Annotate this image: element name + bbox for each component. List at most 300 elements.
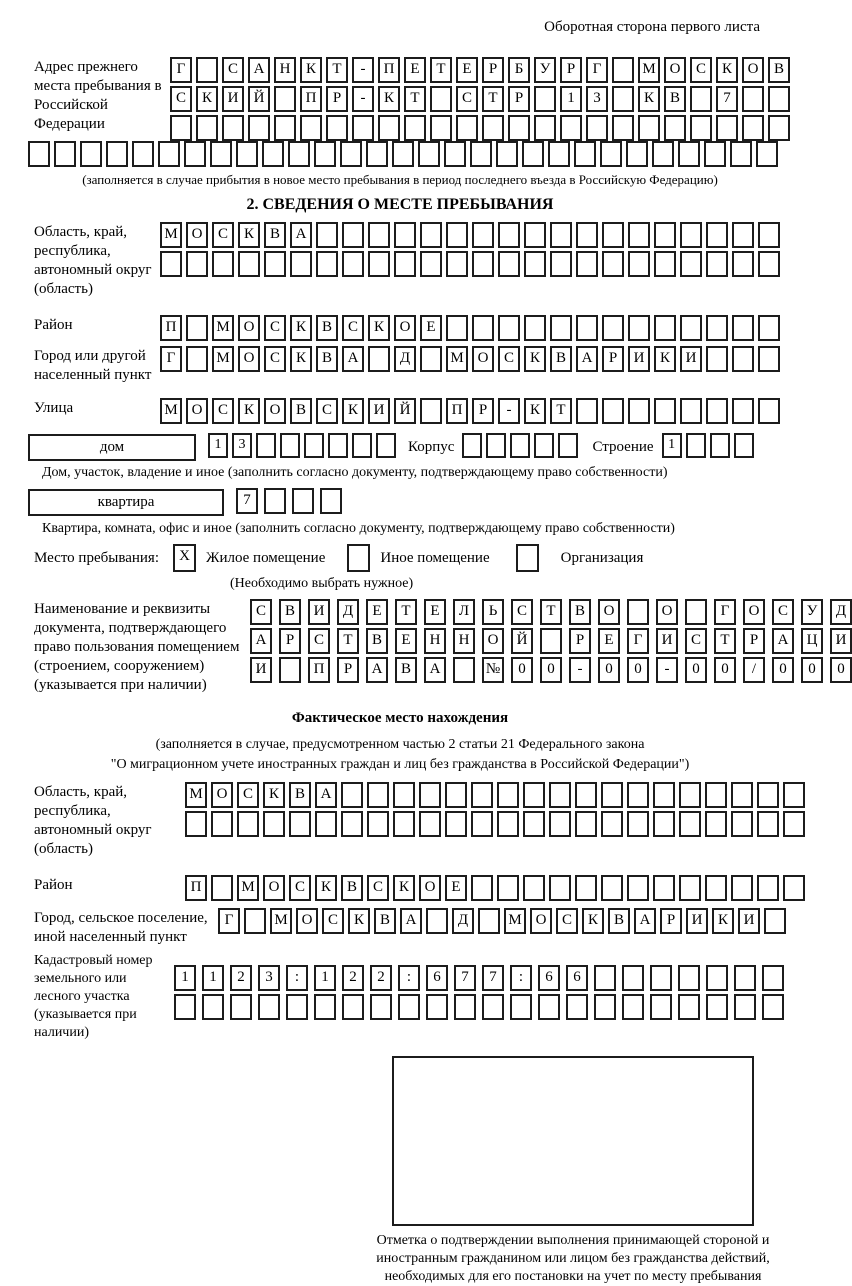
char-cell[interactable] <box>706 965 728 991</box>
char-cell[interactable]: Ь <box>482 599 504 625</box>
char-cell[interactable] <box>238 251 260 277</box>
char-cell[interactable]: Е <box>424 599 446 625</box>
char-cell[interactable]: Л <box>453 599 475 625</box>
char-cell[interactable] <box>732 346 754 372</box>
char-cell[interactable] <box>202 994 224 1020</box>
char-cell[interactable] <box>734 965 756 991</box>
char-cell[interactable]: Е <box>404 57 426 83</box>
char-cell[interactable] <box>54 141 76 167</box>
char-cell[interactable] <box>602 251 624 277</box>
char-cell[interactable] <box>524 251 546 277</box>
char-cell[interactable] <box>394 251 416 277</box>
char-cell[interactable]: В <box>316 346 338 372</box>
char-cell[interactable] <box>342 222 364 248</box>
char-cell[interactable]: К <box>716 57 738 83</box>
char-cell[interactable] <box>244 908 266 934</box>
char-cell[interactable]: О <box>482 628 504 654</box>
char-cell[interactable]: К <box>315 875 337 901</box>
char-cell[interactable] <box>626 141 648 167</box>
char-cell[interactable] <box>300 115 322 141</box>
char-cell[interactable]: Н <box>424 628 446 654</box>
char-cell[interactable] <box>576 251 598 277</box>
char-cell[interactable] <box>326 115 348 141</box>
char-cell[interactable] <box>186 346 208 372</box>
char-cell[interactable] <box>734 433 754 458</box>
char-cell[interactable] <box>420 398 442 424</box>
char-cell[interactable] <box>394 222 416 248</box>
char-cell[interactable] <box>185 811 207 837</box>
char-cell[interactable]: С <box>367 875 389 901</box>
char-cell[interactable]: Р <box>279 628 301 654</box>
char-cell[interactable]: К <box>582 908 604 934</box>
char-cell[interactable]: 0 <box>598 657 620 683</box>
char-cell[interactable] <box>576 222 598 248</box>
char-cell[interactable] <box>522 141 544 167</box>
char-cell[interactable]: С <box>772 599 794 625</box>
char-cell[interactable] <box>404 115 426 141</box>
char-cell[interactable] <box>550 315 572 341</box>
char-cell[interactable]: 0 <box>801 657 823 683</box>
char-cell[interactable]: 0 <box>714 657 736 683</box>
char-cell[interactable] <box>368 346 390 372</box>
char-cell[interactable]: - <box>352 57 374 83</box>
char-cell[interactable] <box>170 115 192 141</box>
char-cell[interactable]: М <box>638 57 660 83</box>
char-cell[interactable] <box>575 811 597 837</box>
char-cell[interactable]: С <box>212 222 234 248</box>
char-cell[interactable] <box>534 115 556 141</box>
char-cell[interactable] <box>650 994 672 1020</box>
char-cell[interactable] <box>601 811 623 837</box>
char-cell[interactable] <box>314 994 336 1020</box>
char-cell[interactable]: К <box>342 398 364 424</box>
char-cell[interactable] <box>368 222 390 248</box>
char-cell[interactable]: К <box>238 398 260 424</box>
char-cell[interactable] <box>498 251 520 277</box>
char-cell[interactable]: Т <box>326 57 348 83</box>
char-cell[interactable]: Е <box>445 875 467 901</box>
char-cell[interactable]: К <box>290 315 312 341</box>
char-cell[interactable]: Д <box>452 908 474 934</box>
char-cell[interactable]: 3 <box>232 433 252 458</box>
char-cell[interactable] <box>472 222 494 248</box>
char-cell[interactable] <box>731 811 753 837</box>
char-cell[interactable]: К <box>196 86 218 112</box>
char-cell[interactable] <box>256 433 276 458</box>
char-cell[interactable]: О <box>238 315 260 341</box>
char-cell[interactable]: Н <box>453 628 475 654</box>
char-cell[interactable] <box>680 315 702 341</box>
char-cell[interactable] <box>650 965 672 991</box>
char-cell[interactable] <box>419 782 441 808</box>
char-cell[interactable] <box>274 115 296 141</box>
char-cell[interactable]: А <box>315 782 337 808</box>
char-cell[interactable]: К <box>348 908 370 934</box>
char-cell[interactable]: С <box>690 57 712 83</box>
char-cell[interactable]: С <box>264 315 286 341</box>
char-cell[interactable] <box>550 251 572 277</box>
char-cell[interactable]: И <box>222 86 244 112</box>
char-cell[interactable]: К <box>263 782 285 808</box>
char-cell[interactable] <box>304 433 324 458</box>
char-cell[interactable]: А <box>634 908 656 934</box>
char-cell[interactable] <box>652 141 674 167</box>
char-cell[interactable] <box>600 141 622 167</box>
char-cell[interactable] <box>258 994 280 1020</box>
char-cell[interactable] <box>174 994 196 1020</box>
char-cell[interactable]: С <box>289 875 311 901</box>
char-cell[interactable]: С <box>498 346 520 372</box>
char-cell[interactable]: 2 <box>370 965 392 991</box>
char-cell[interactable]: Т <box>714 628 736 654</box>
char-cell[interactable] <box>263 811 285 837</box>
char-cell[interactable] <box>594 965 616 991</box>
char-cell[interactable]: В <box>608 908 630 934</box>
char-cell[interactable] <box>732 222 754 248</box>
char-cell[interactable] <box>558 433 578 458</box>
char-cell[interactable]: Р <box>602 346 624 372</box>
char-cell[interactable] <box>366 141 388 167</box>
char-cell[interactable] <box>628 222 650 248</box>
checkbox-cell[interactable] <box>347 544 370 572</box>
char-cell[interactable] <box>686 433 706 458</box>
char-cell[interactable] <box>106 141 128 167</box>
char-cell[interactable] <box>680 222 702 248</box>
char-cell[interactable] <box>524 222 546 248</box>
char-cell[interactable] <box>560 115 582 141</box>
char-cell[interactable] <box>732 315 754 341</box>
char-cell[interactable]: Г <box>218 908 240 934</box>
char-cell[interactable] <box>482 115 504 141</box>
char-cell[interactable] <box>678 994 700 1020</box>
char-cell[interactable]: И <box>250 657 272 683</box>
char-cell[interactable] <box>420 222 442 248</box>
char-cell[interactable]: П <box>185 875 207 901</box>
char-cell[interactable] <box>472 251 494 277</box>
char-cell[interactable] <box>418 141 440 167</box>
char-cell[interactable]: В <box>341 875 363 901</box>
char-cell[interactable] <box>419 811 441 837</box>
char-cell[interactable] <box>446 251 468 277</box>
char-cell[interactable] <box>540 628 562 654</box>
char-cell[interactable] <box>471 875 493 901</box>
char-cell[interactable]: М <box>504 908 526 934</box>
char-cell[interactable] <box>316 222 338 248</box>
char-cell[interactable] <box>758 346 780 372</box>
char-cell[interactable] <box>758 222 780 248</box>
char-cell[interactable]: М <box>237 875 259 901</box>
char-cell[interactable] <box>612 86 634 112</box>
char-cell[interactable] <box>222 115 244 141</box>
char-cell[interactable] <box>264 488 286 514</box>
stamp-box[interactable] <box>392 1056 754 1226</box>
char-cell[interactable] <box>654 315 676 341</box>
char-cell[interactable] <box>705 875 727 901</box>
char-cell[interactable]: 7 <box>454 965 476 991</box>
char-cell[interactable] <box>685 599 707 625</box>
char-cell[interactable]: В <box>264 222 286 248</box>
char-cell[interactable] <box>184 141 206 167</box>
char-cell[interactable]: В <box>316 315 338 341</box>
char-cell[interactable]: Р <box>743 628 765 654</box>
char-cell[interactable] <box>470 141 492 167</box>
char-cell[interactable]: Д <box>394 346 416 372</box>
char-cell[interactable]: М <box>212 315 234 341</box>
char-cell[interactable] <box>497 782 519 808</box>
char-cell[interactable]: 0 <box>627 657 649 683</box>
char-cell[interactable]: А <box>342 346 364 372</box>
char-cell[interactable]: А <box>424 657 446 683</box>
char-cell[interactable] <box>211 875 233 901</box>
char-cell[interactable]: 2 <box>230 965 252 991</box>
char-cell[interactable]: Е <box>598 628 620 654</box>
char-cell[interactable]: 0 <box>511 657 533 683</box>
char-cell[interactable]: Р <box>472 398 494 424</box>
char-cell[interactable] <box>654 251 676 277</box>
char-cell[interactable]: Е <box>420 315 442 341</box>
char-cell[interactable] <box>706 994 728 1020</box>
char-cell[interactable] <box>186 251 208 277</box>
char-cell[interactable]: П <box>378 57 400 83</box>
char-cell[interactable] <box>342 994 364 1020</box>
char-cell[interactable]: К <box>300 57 322 83</box>
char-cell[interactable]: М <box>270 908 292 934</box>
char-cell[interactable]: М <box>446 346 468 372</box>
char-cell[interactable]: И <box>656 628 678 654</box>
char-cell[interactable]: К <box>290 346 312 372</box>
char-cell[interactable]: И <box>686 908 708 934</box>
char-cell[interactable] <box>705 811 727 837</box>
char-cell[interactable]: Ц <box>801 628 823 654</box>
char-cell[interactable] <box>575 875 597 901</box>
char-cell[interactable]: С <box>511 599 533 625</box>
char-cell[interactable] <box>497 811 519 837</box>
char-cell[interactable] <box>160 251 182 277</box>
char-cell[interactable] <box>367 811 389 837</box>
char-cell[interactable]: О <box>598 599 620 625</box>
char-cell[interactable] <box>768 115 790 141</box>
char-cell[interactable]: В <box>279 599 301 625</box>
char-cell[interactable] <box>508 115 530 141</box>
char-cell[interactable] <box>496 141 518 167</box>
char-cell[interactable] <box>548 141 570 167</box>
char-cell[interactable] <box>566 994 588 1020</box>
char-cell[interactable]: Р <box>508 86 530 112</box>
char-cell[interactable] <box>602 398 624 424</box>
char-cell[interactable] <box>236 141 258 167</box>
char-cell[interactable]: Т <box>404 86 426 112</box>
char-cell[interactable] <box>211 811 233 837</box>
char-cell[interactable]: - <box>352 86 374 112</box>
char-cell[interactable] <box>314 141 336 167</box>
char-cell[interactable]: О <box>530 908 552 934</box>
char-cell[interactable] <box>340 141 362 167</box>
checkbox-cell[interactable] <box>516 544 539 572</box>
char-cell[interactable] <box>576 398 598 424</box>
char-cell[interactable]: О <box>664 57 686 83</box>
char-cell[interactable] <box>549 782 571 808</box>
char-cell[interactable] <box>315 811 337 837</box>
char-cell[interactable]: К <box>368 315 390 341</box>
char-cell[interactable] <box>627 875 649 901</box>
char-cell[interactable] <box>186 315 208 341</box>
char-cell[interactable]: 6 <box>426 965 448 991</box>
char-cell[interactable]: С <box>322 908 344 934</box>
char-cell[interactable]: С <box>342 315 364 341</box>
char-cell[interactable]: 1 <box>202 965 224 991</box>
char-cell[interactable]: 6 <box>538 965 560 991</box>
char-cell[interactable] <box>731 782 753 808</box>
char-cell[interactable]: И <box>738 908 760 934</box>
char-cell[interactable] <box>279 657 301 683</box>
char-cell[interactable]: В <box>768 57 790 83</box>
char-cell[interactable] <box>628 251 650 277</box>
char-cell[interactable] <box>706 251 728 277</box>
char-cell[interactable] <box>510 994 532 1020</box>
char-cell[interactable] <box>730 141 752 167</box>
char-cell[interactable] <box>392 141 414 167</box>
char-cell[interactable]: О <box>238 346 260 372</box>
char-cell[interactable]: 0 <box>685 657 707 683</box>
char-cell[interactable]: 3 <box>586 86 608 112</box>
char-cell[interactable] <box>341 811 363 837</box>
char-cell[interactable] <box>757 875 779 901</box>
char-cell[interactable] <box>549 875 571 901</box>
char-cell[interactable] <box>678 141 700 167</box>
char-cell[interactable]: Т <box>550 398 572 424</box>
char-cell[interactable] <box>627 811 649 837</box>
char-cell[interactable]: А <box>290 222 312 248</box>
char-cell[interactable] <box>602 222 624 248</box>
checkbox-cell[interactable]: X <box>173 544 196 572</box>
char-cell[interactable]: 7 <box>716 86 738 112</box>
char-cell[interactable] <box>734 994 756 1020</box>
char-cell[interactable] <box>679 811 701 837</box>
char-cell[interactable] <box>612 115 634 141</box>
char-cell[interactable]: 7 <box>236 488 258 514</box>
char-cell[interactable]: У <box>534 57 556 83</box>
char-cell[interactable]: Т <box>337 628 359 654</box>
char-cell[interactable] <box>320 488 342 514</box>
char-cell[interactable]: 2 <box>342 965 364 991</box>
char-cell[interactable]: С <box>308 628 330 654</box>
char-cell[interactable] <box>280 433 300 458</box>
char-cell[interactable] <box>482 994 504 1020</box>
char-cell[interactable] <box>444 141 466 167</box>
char-cell[interactable] <box>783 875 805 901</box>
char-cell[interactable]: Й <box>248 86 270 112</box>
char-cell[interactable]: О <box>656 599 678 625</box>
char-cell[interactable]: № <box>482 657 504 683</box>
char-cell[interactable] <box>210 141 232 167</box>
char-cell[interactable] <box>732 398 754 424</box>
char-cell[interactable]: П <box>308 657 330 683</box>
char-cell[interactable]: Е <box>366 599 388 625</box>
char-cell[interactable] <box>653 782 675 808</box>
char-cell[interactable] <box>456 115 478 141</box>
char-cell[interactable] <box>262 141 284 167</box>
char-cell[interactable]: : <box>286 965 308 991</box>
char-cell[interactable] <box>316 251 338 277</box>
char-cell[interactable] <box>445 811 467 837</box>
char-cell[interactable]: С <box>170 86 192 112</box>
char-cell[interactable] <box>237 811 259 837</box>
char-cell[interactable]: 1 <box>208 433 228 458</box>
char-cell[interactable]: 6 <box>566 965 588 991</box>
char-cell[interactable] <box>471 811 493 837</box>
char-cell[interactable] <box>498 315 520 341</box>
char-cell[interactable]: П <box>446 398 468 424</box>
char-cell[interactable] <box>426 994 448 1020</box>
char-cell[interactable]: - <box>569 657 591 683</box>
char-cell[interactable] <box>742 86 764 112</box>
char-cell[interactable]: Й <box>394 398 416 424</box>
char-cell[interactable]: К <box>378 86 400 112</box>
char-cell[interactable]: 3 <box>258 965 280 991</box>
char-cell[interactable] <box>341 782 363 808</box>
char-cell[interactable]: А <box>366 657 388 683</box>
char-cell[interactable]: : <box>510 965 532 991</box>
char-cell[interactable]: Е <box>456 57 478 83</box>
char-cell[interactable] <box>704 141 726 167</box>
char-cell[interactable] <box>274 86 296 112</box>
char-cell[interactable]: О <box>263 875 285 901</box>
char-cell[interactable] <box>706 315 728 341</box>
char-cell[interactable] <box>430 115 452 141</box>
char-cell[interactable]: Г <box>714 599 736 625</box>
char-cell[interactable] <box>288 141 310 167</box>
char-cell[interactable]: Г <box>160 346 182 372</box>
char-cell[interactable]: В <box>374 908 396 934</box>
char-cell[interactable]: Г <box>170 57 192 83</box>
char-cell[interactable]: - <box>656 657 678 683</box>
char-cell[interactable] <box>446 315 468 341</box>
char-cell[interactable] <box>742 115 764 141</box>
char-cell[interactable] <box>196 57 218 83</box>
char-cell[interactable] <box>196 115 218 141</box>
char-cell[interactable] <box>627 599 649 625</box>
char-cell[interactable] <box>731 875 753 901</box>
char-cell[interactable]: Р <box>560 57 582 83</box>
char-cell[interactable]: В <box>289 782 311 808</box>
char-cell[interactable] <box>680 251 702 277</box>
char-cell[interactable]: 0 <box>830 657 852 683</box>
char-cell[interactable] <box>538 994 560 1020</box>
char-cell[interactable] <box>523 875 545 901</box>
char-cell[interactable] <box>472 315 494 341</box>
char-cell[interactable] <box>783 782 805 808</box>
char-cell[interactable]: П <box>160 315 182 341</box>
char-cell[interactable] <box>454 994 476 1020</box>
char-cell[interactable]: С <box>264 346 286 372</box>
char-cell[interactable] <box>680 398 702 424</box>
char-cell[interactable] <box>420 346 442 372</box>
char-cell[interactable]: А <box>248 57 270 83</box>
char-cell[interactable] <box>679 875 701 901</box>
char-cell[interactable]: Е <box>395 628 417 654</box>
char-cell[interactable] <box>378 115 400 141</box>
char-cell[interactable]: Т <box>395 599 417 625</box>
char-cell[interactable] <box>376 433 396 458</box>
char-cell[interactable]: О <box>743 599 765 625</box>
char-cell[interactable] <box>370 994 392 1020</box>
char-cell[interactable]: С <box>685 628 707 654</box>
char-cell[interactable]: О <box>296 908 318 934</box>
char-cell[interactable]: В <box>569 599 591 625</box>
char-cell[interactable] <box>638 115 660 141</box>
char-cell[interactable] <box>398 994 420 1020</box>
char-cell[interactable]: О <box>264 398 286 424</box>
